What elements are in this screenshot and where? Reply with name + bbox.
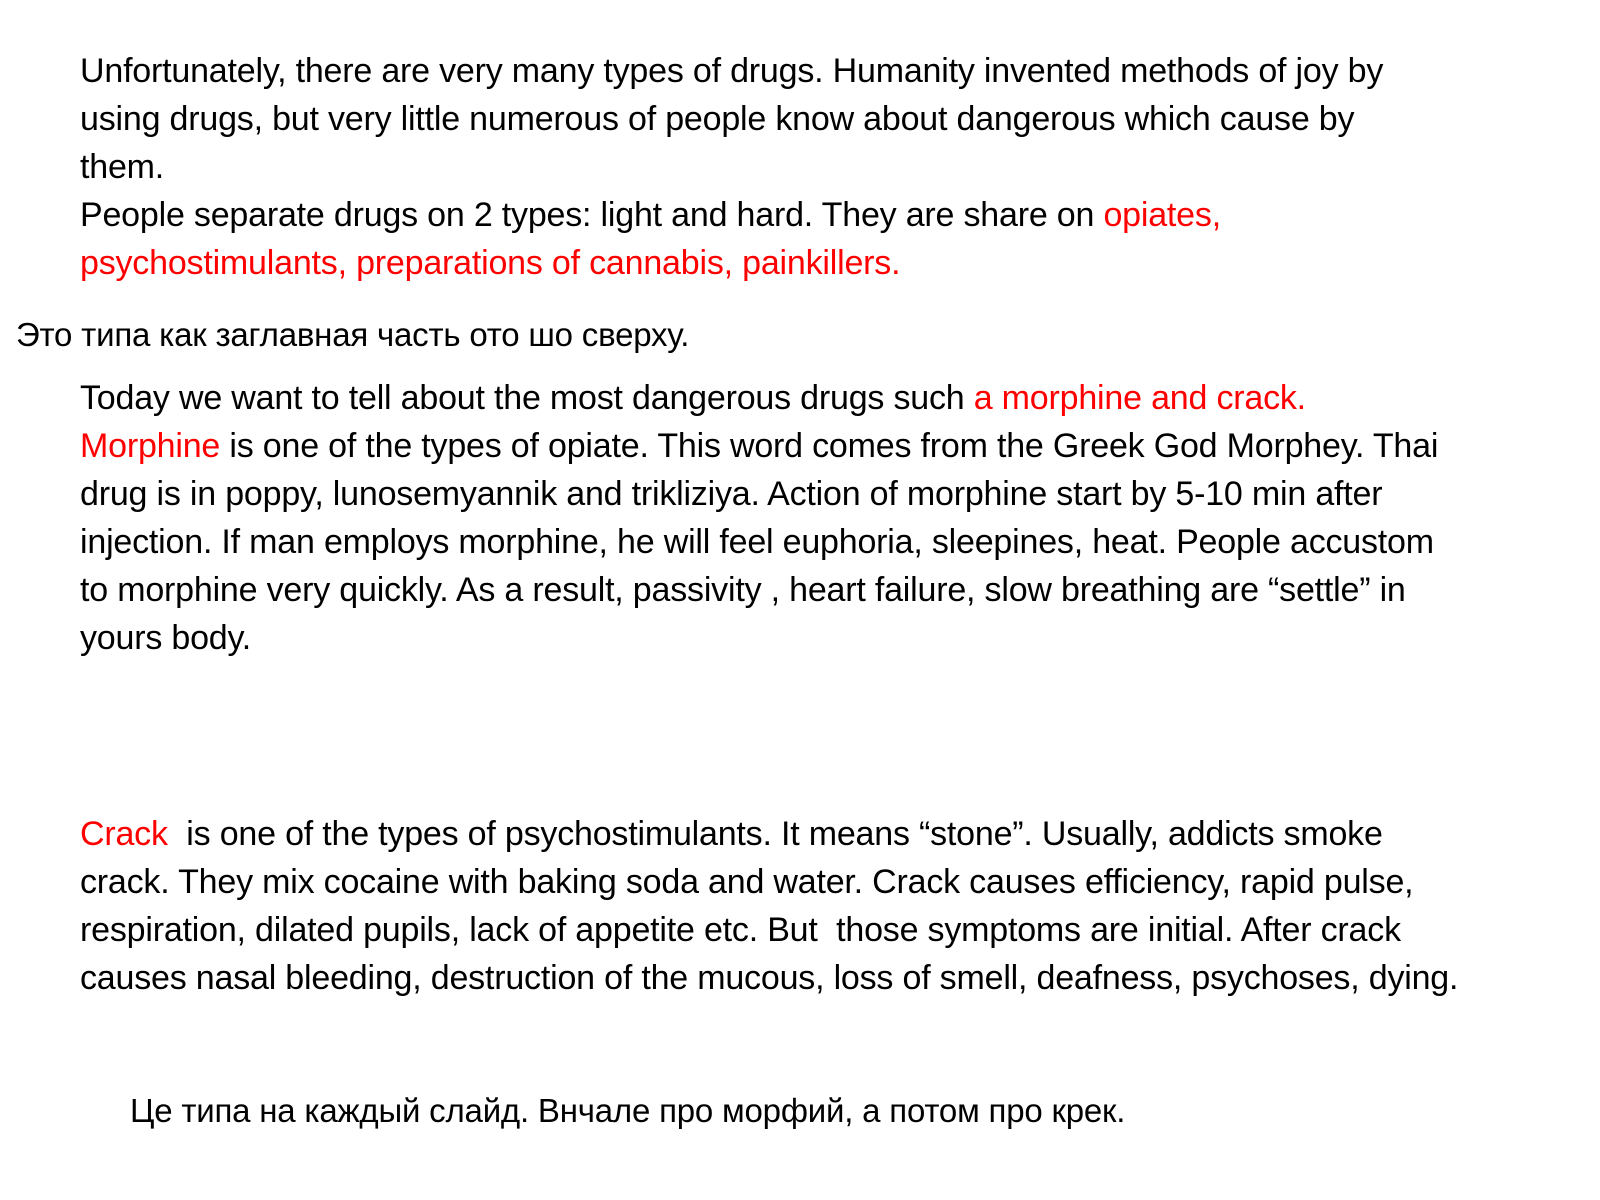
morphine-line-1	[80, 374, 1585, 422]
drug-types-highlight-opiates: opiates,	[1103, 196, 1221, 234]
intro-line-2: using drugs, but very little numerous of people know about dangerous which cause by	[80, 100, 1355, 138]
crack-line-2: crack. They mix cocaine with baking soda and water. Crack causes efficiency, rapid pulse,	[80, 863, 1414, 901]
crack-line-4: causes nasal bleeding, destruction of the mucous, loss of smell, deafness, psychoses, dying.	[80, 959, 1459, 997]
intro-line-1: Unfortunately, there are very many types of drugs. Humanity invented methods of joy by	[80, 52, 1384, 90]
morphine-line-4: injection. If man employs morphine, he will feel euphoria, sleepines, heat. People accustom	[80, 523, 1434, 561]
crack-line-1	[80, 810, 1580, 858]
morphine-line-6: yours body.	[80, 619, 252, 657]
morphine-line-3: drug is in poppy, lunosemyannik and trikliziya. Action of morphine start by 5-10 min after	[80, 475, 1383, 513]
morphine-line-2	[80, 422, 1585, 470]
crack-definition: is one of the types of psychostimulants. It means “stone”. Usually, addicts smoke	[167, 815, 1383, 853]
morphine-intro-highlight: a morphine and crack.	[973, 379, 1306, 417]
note-top: Это типа как заглавная часть ото шо сверху.	[16, 316, 690, 353]
morphine-definition: is one of the types of opiate. This word comes from the Greek God Morphey. Thai	[220, 427, 1439, 465]
intro-paragraph	[80, 47, 1580, 287]
crack-paragraph	[80, 810, 1580, 1002]
morphine-intro-text: Today we want to tell about the most dangerous drugs such	[80, 379, 974, 417]
morphine-paragraph	[80, 374, 1585, 662]
morphine-line-5: to morphine very quickly. As a result, passivity , heart failure, slow breathing are “settle” in	[80, 571, 1406, 609]
crack-term: Crack	[80, 815, 168, 853]
intro-line-3: them.	[80, 148, 165, 186]
note-bottom: Це типа на каждый слайд. Внчале про морфий, а потом про крек.	[130, 1092, 1126, 1129]
morphine-term: Morphine	[80, 427, 221, 465]
crack-line-3: respiration, dilated pupils, lack of appetite etc. But those symptoms are initial. After crack	[80, 911, 1401, 949]
drug-types-line	[80, 191, 1580, 239]
drug-types-text: People separate drugs on 2 types: light and hard. They are share on	[80, 196, 1104, 234]
drug-types-highlight-list: psychostimulants, preparations of cannabis, painkillers.	[80, 244, 901, 282]
